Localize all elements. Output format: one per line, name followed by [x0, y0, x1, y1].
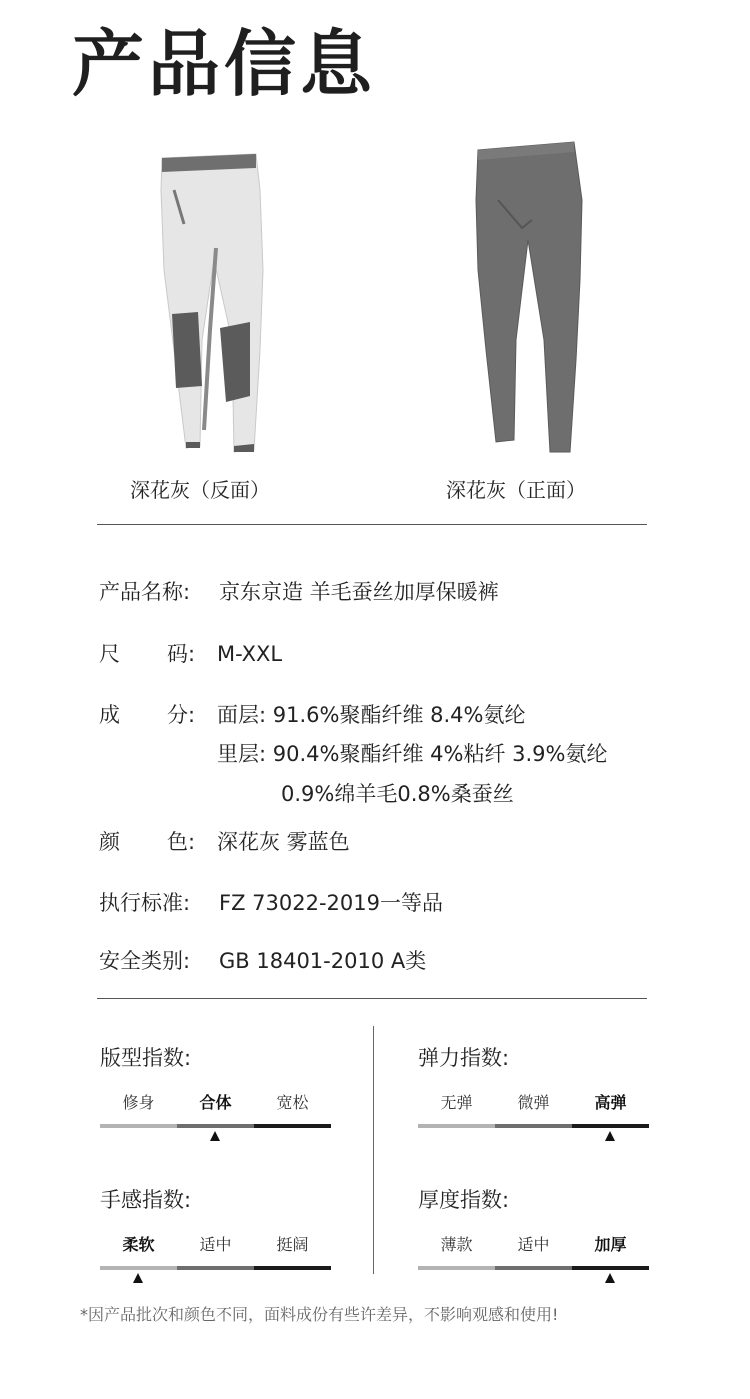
- spec-composition-label-b: 分:: [167, 703, 196, 727]
- index-feel-segment-1: [177, 1266, 254, 1270]
- spec-color-label-b: 色:: [167, 830, 196, 854]
- spec-name-value: 京东京造 羊毛蚕丝加厚保暖裤: [219, 580, 499, 604]
- index-thickness-option-1: 适中: [517, 1235, 550, 1254]
- index-elasticity-segment-0: [418, 1124, 495, 1128]
- index-thickness-option-0: 薄款: [440, 1235, 473, 1254]
- pants-inside-image: [150, 150, 280, 460]
- divider-vertical: [373, 1026, 374, 1274]
- spec-composition-line1: 面层: 91.6%聚酯纤维 8.4%氨纶: [217, 703, 526, 727]
- spec-standard-label: 执行标准:: [99, 891, 191, 915]
- divider-top: [97, 524, 647, 525]
- spec-size-value: M-XXL: [217, 642, 283, 666]
- page-title: 产品信息: [72, 22, 377, 106]
- spec-size-label-a: 尺: [99, 642, 120, 666]
- spec-composition-label-a: 成: [99, 703, 120, 727]
- spec-composition-line2: 里层: 90.4%聚酯纤维 4%粘纤 3.9%氨纶: [217, 742, 608, 766]
- index-elasticity-segment-2: [572, 1124, 649, 1128]
- index-elasticity-title: 弹力指数:: [418, 1046, 510, 1070]
- index-elasticity: [418, 1042, 649, 1150]
- index-thickness-scale: [418, 1232, 649, 1292]
- divider-bottom: [97, 998, 647, 999]
- spec-color-value: 深花灰 雾蓝色: [217, 830, 350, 854]
- index-feel-option-2: 挺阔: [276, 1235, 309, 1254]
- index-fit-scale: [100, 1090, 331, 1150]
- index-thickness-segment-2: [572, 1266, 649, 1270]
- spec-safety-label: 安全类别:: [99, 949, 191, 973]
- index-thickness-marker: [605, 1273, 615, 1283]
- index-fit-option-1: 合体: [199, 1093, 232, 1112]
- index-fit-marker: [210, 1131, 220, 1141]
- spec-color-label-a: 颜: [99, 830, 120, 854]
- index-elasticity-option-0: 无弹: [440, 1093, 473, 1112]
- index-feel-option-1: 适中: [199, 1235, 232, 1254]
- index-feel-title: 手感指数:: [100, 1188, 192, 1212]
- index-elasticity-option-1: 微弹: [517, 1093, 550, 1112]
- index-feel-marker: [133, 1273, 143, 1283]
- spec-size-row: [99, 638, 282, 668]
- spec-safety-row: [99, 945, 426, 975]
- index-feel: [100, 1184, 331, 1292]
- left-image-caption: 深花灰（反面）: [130, 478, 270, 502]
- index-thickness-option-2: 加厚: [594, 1235, 627, 1254]
- index-fit-title: 版型指数:: [100, 1046, 192, 1070]
- pants-outside-image: [470, 140, 590, 460]
- index-elasticity-scale: [418, 1090, 649, 1150]
- right-image-caption: 深花灰（正面）: [446, 478, 586, 502]
- spec-composition-line3: 0.9%绵羊毛0.8%桑蚕丝: [281, 782, 514, 806]
- index-feel-option-0: 柔软: [122, 1235, 155, 1254]
- index-fit-option-2: 宽松: [276, 1093, 309, 1112]
- spec-safety-value: GB 18401-2010 A类: [219, 949, 427, 973]
- index-thickness-segment-0: [418, 1266, 495, 1270]
- spec-name-label: 产品名称:: [99, 580, 191, 604]
- index-fit-segment-2: [254, 1124, 331, 1128]
- index-fit-segment-1: [177, 1124, 254, 1128]
- footnote: *因产品批次和颜色不同，面料成份有些许差异，不影响观感和使用!: [80, 1305, 559, 1324]
- spec-standard-row: [99, 887, 443, 917]
- spec-color-row: [99, 826, 350, 856]
- index-thickness-segment-1: [495, 1266, 572, 1270]
- spec-size-label-b: 码:: [167, 642, 196, 666]
- spec-name-row: [99, 576, 499, 606]
- index-feel-scale: [100, 1232, 331, 1292]
- index-fit: [100, 1042, 331, 1150]
- index-fit-segment-0: [100, 1124, 177, 1128]
- index-elasticity-marker: [605, 1131, 615, 1141]
- index-thickness: [418, 1184, 649, 1292]
- index-elasticity-option-2: 高弹: [594, 1093, 627, 1112]
- index-feel-segment-0: [100, 1266, 177, 1270]
- spec-composition-row: [99, 699, 526, 729]
- index-feel-segment-2: [254, 1266, 331, 1270]
- spec-standard-value: FZ 73022-2019一等品: [219, 891, 443, 915]
- index-elasticity-segment-1: [495, 1124, 572, 1128]
- index-fit-option-0: 修身: [122, 1093, 155, 1112]
- index-thickness-title: 厚度指数:: [418, 1188, 510, 1212]
